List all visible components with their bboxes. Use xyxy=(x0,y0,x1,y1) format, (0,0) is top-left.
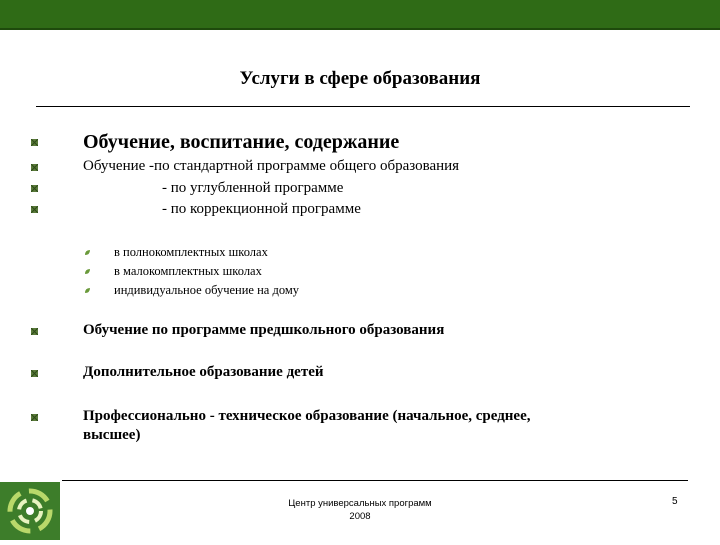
preschool-item: Обучение по программе предшкольного образования xyxy=(83,322,445,338)
leaf-bullet-icon xyxy=(31,328,38,335)
page-number: 5 xyxy=(672,496,678,507)
study-line-standard: Обучение -по стандартной программе общего образования xyxy=(83,158,460,174)
leaf-bullet-icon xyxy=(84,287,91,294)
footer-year: 2008 xyxy=(349,511,371,522)
study-line-correction: - по коррекционной программе xyxy=(162,201,361,217)
study-line-advanced: - по углубленной программе xyxy=(162,180,344,196)
leaf-bullet-icon xyxy=(31,139,38,146)
professional-item-line1: Профессионально - техническое образование (начальное, среднее, xyxy=(83,408,531,424)
footer-divider xyxy=(62,480,688,481)
top-banner xyxy=(0,0,720,30)
slide-title: Услуги в сфере образования xyxy=(239,68,481,89)
additional-item: Дополнительное образование детей xyxy=(83,364,324,380)
heading-item: Обучение, воспитание, содержание xyxy=(83,131,400,153)
leaf-bullet-icon xyxy=(31,164,38,171)
leaf-bullet-icon xyxy=(31,185,38,192)
school-item-full: в полнокомплектных школах xyxy=(114,245,268,259)
professional-item-line2: высшее) xyxy=(83,427,141,443)
leaf-bullet-icon xyxy=(84,268,91,275)
leaf-bullet-icon xyxy=(31,206,38,213)
footer-caption xyxy=(270,497,450,523)
center-logo-icon xyxy=(0,482,60,540)
footer-org: Центр универсальных программ xyxy=(288,498,432,509)
leaf-bullet-icon xyxy=(31,414,38,421)
title-divider xyxy=(36,106,690,107)
leaf-bullet-icon xyxy=(84,249,91,256)
leaf-bullet-icon xyxy=(31,370,38,377)
school-item-small: в малокомплектных школах xyxy=(114,264,262,278)
school-item-home: индивидуальное обучение на дому xyxy=(114,283,299,297)
